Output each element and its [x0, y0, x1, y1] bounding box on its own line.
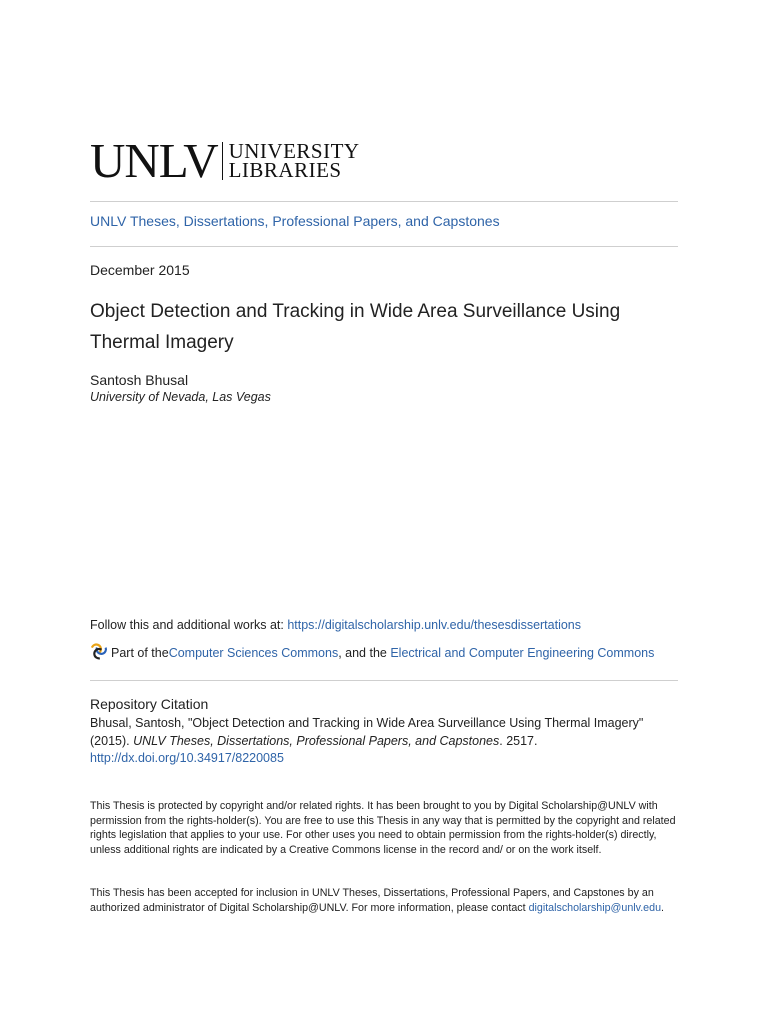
repository-citation-heading: Repository Citation	[90, 696, 209, 712]
repository-citation	[90, 715, 678, 768]
copyright-notice: This Thesis is protected by copyright and/or related rights. It has been brought to you by Digital Scholarship@UNLV with permission from the rights-holder(s). You are free to use this Thesis in any way that is permitted by the copyright and related rights legislation that applies to your use. For other uses you need to obtain permission from the rights-holder(s) directly, unless additional rights are indicated by a Creative Commons license in the record and/ or on the work itself.	[90, 800, 676, 856]
logo-mark: UNLV	[90, 133, 218, 188]
author-name: Santosh Bhusal	[90, 372, 189, 388]
citation-year: (2015).	[90, 733, 134, 748]
follow-url-link[interactable]: https://digitalscholarship.unlv.edu/thesesdissertations	[287, 618, 582, 632]
inclusion-text: This Thesis has been accepted for inclusion in UNLV Theses, Dissertations, Professional Papers, and Capstones by an authorized administrator of Digital Scholarship@UNLV. For more information, please contact	[90, 887, 654, 914]
part-of-middle: , and the	[338, 645, 391, 660]
electrical-computer-engineering-commons-link[interactable]: Electrical and Computer Engineering Commons	[390, 645, 655, 660]
logo-line-libraries: LIBRARIES	[228, 158, 342, 182]
unlv-libraries-logo[interactable]	[90, 133, 360, 188]
logo-line-university: UNIVERSITY	[228, 139, 360, 163]
document-title: Object Detection and Tracking in Wide Area Surveillance Using Thermal Imagery	[90, 301, 621, 353]
contact-email-link[interactable]: digitalscholarship@unlv.edu	[528, 901, 662, 914]
author-affiliation: University of Nevada, Las Vegas	[90, 390, 271, 404]
follow-prefix: Follow this and additional works at:	[90, 618, 288, 632]
follow-line	[90, 618, 581, 632]
citation-series: UNLV Theses, Dissertations, Professional Papers, and Capstones	[133, 733, 500, 748]
publication-date: December 2015	[90, 262, 190, 278]
inclusion-notice	[90, 886, 678, 915]
logo-divider	[222, 142, 223, 180]
citation-source	[90, 733, 678, 751]
part-of-line	[90, 642, 654, 663]
citation-number: . 2517.	[499, 733, 538, 748]
divider-collection	[90, 246, 678, 247]
divider-citation	[90, 680, 678, 681]
collection-link[interactable]: UNLV Theses, Dissertations, Professional Papers, and Capstones	[90, 213, 500, 229]
divider-top	[90, 201, 678, 202]
inclusion-end: .	[661, 901, 664, 914]
network-icon	[90, 642, 111, 663]
doi-link[interactable]: http://dx.doi.org/10.34917/8220085	[90, 751, 284, 765]
part-of-prefix: Part of the	[111, 645, 169, 660]
citation-line: Bhusal, Santosh, "Object Detection and Tracking in Wide Area Surveillance Using Thermal Imagery"	[90, 716, 644, 730]
logo-wordmark	[228, 139, 360, 182]
computer-sciences-commons-link[interactable]: Computer Sciences Commons	[168, 645, 339, 660]
